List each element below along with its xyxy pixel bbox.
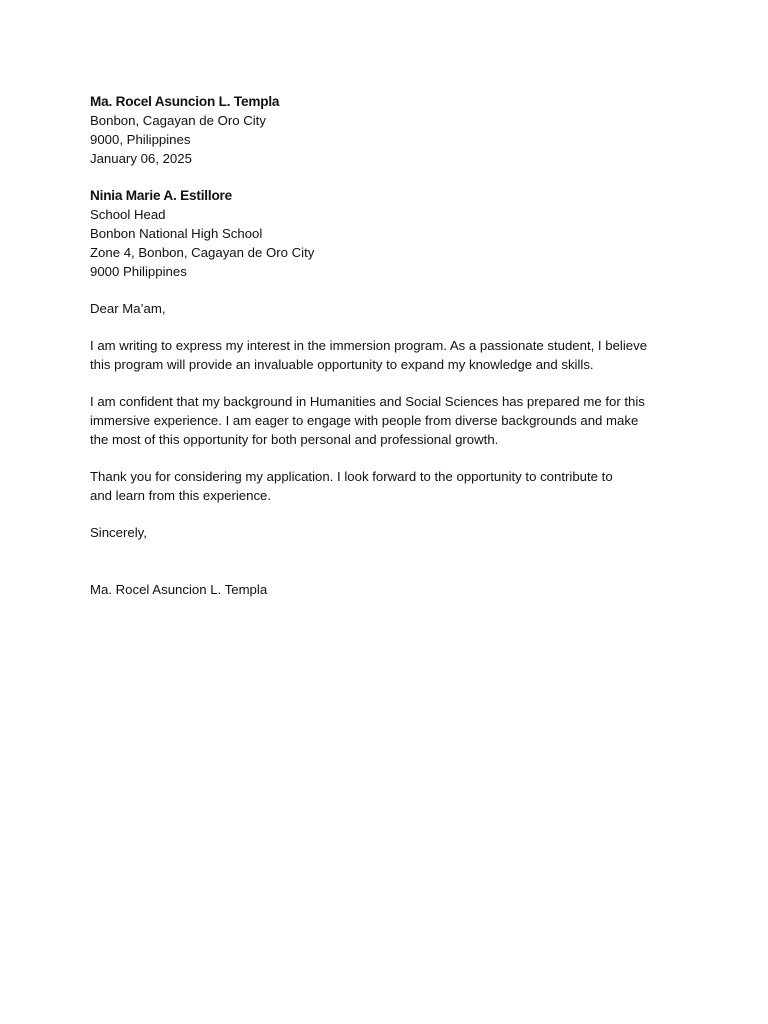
body-paragraph-2 xyxy=(90,392,690,449)
paragraph-line: immersive experience. I am eager to engage with people from diverse backgrounds and make xyxy=(90,413,639,428)
paragraph-line: this program will provide an invaluable opportunity to expand my knowledge and skills. xyxy=(90,357,594,372)
salutation: Dear Ma’am, xyxy=(90,301,166,316)
paragraph-line: I am confident that my background in Humanities and Social Sciences has prepared me for this xyxy=(90,394,645,409)
sender-address-line1: Bonbon, Cagayan de Oro City xyxy=(90,113,266,128)
closing: Sincerely, xyxy=(90,525,147,540)
sender-name: Ma. Rocel Asuncion L. Templa xyxy=(90,94,280,109)
body-paragraph-3 xyxy=(90,467,690,505)
recipient-address-line2: 9000 Philippines xyxy=(90,264,187,279)
paragraph-line: the most of this opportunity for both personal and professional growth. xyxy=(90,432,499,447)
body-paragraph-1 xyxy=(90,336,690,374)
recipient-school: Bonbon National High School xyxy=(90,226,263,241)
sender-block xyxy=(90,92,690,168)
recipient-block xyxy=(90,186,690,281)
paragraph-line: I am writing to express my interest in the immersion program. As a passionate student, I believe xyxy=(90,338,648,353)
recipient-name: Ninia Marie A. Estillore xyxy=(90,188,233,203)
letter-date: January 06, 2025 xyxy=(90,151,192,166)
letter-page xyxy=(90,92,690,599)
recipient-title: School Head xyxy=(90,207,166,222)
sender-address-line2: 9000, Philippines xyxy=(90,132,191,147)
signature-name: Ma. Rocel Asuncion L. Templa xyxy=(90,582,268,597)
paragraph-line: and learn from this experience. xyxy=(90,488,272,503)
paragraph-line: Thank you for considering my application. I look forward to the opportunity to contribute to xyxy=(90,469,613,484)
recipient-address-line1: Zone 4, Bonbon, Cagayan de Oro City xyxy=(90,245,315,260)
